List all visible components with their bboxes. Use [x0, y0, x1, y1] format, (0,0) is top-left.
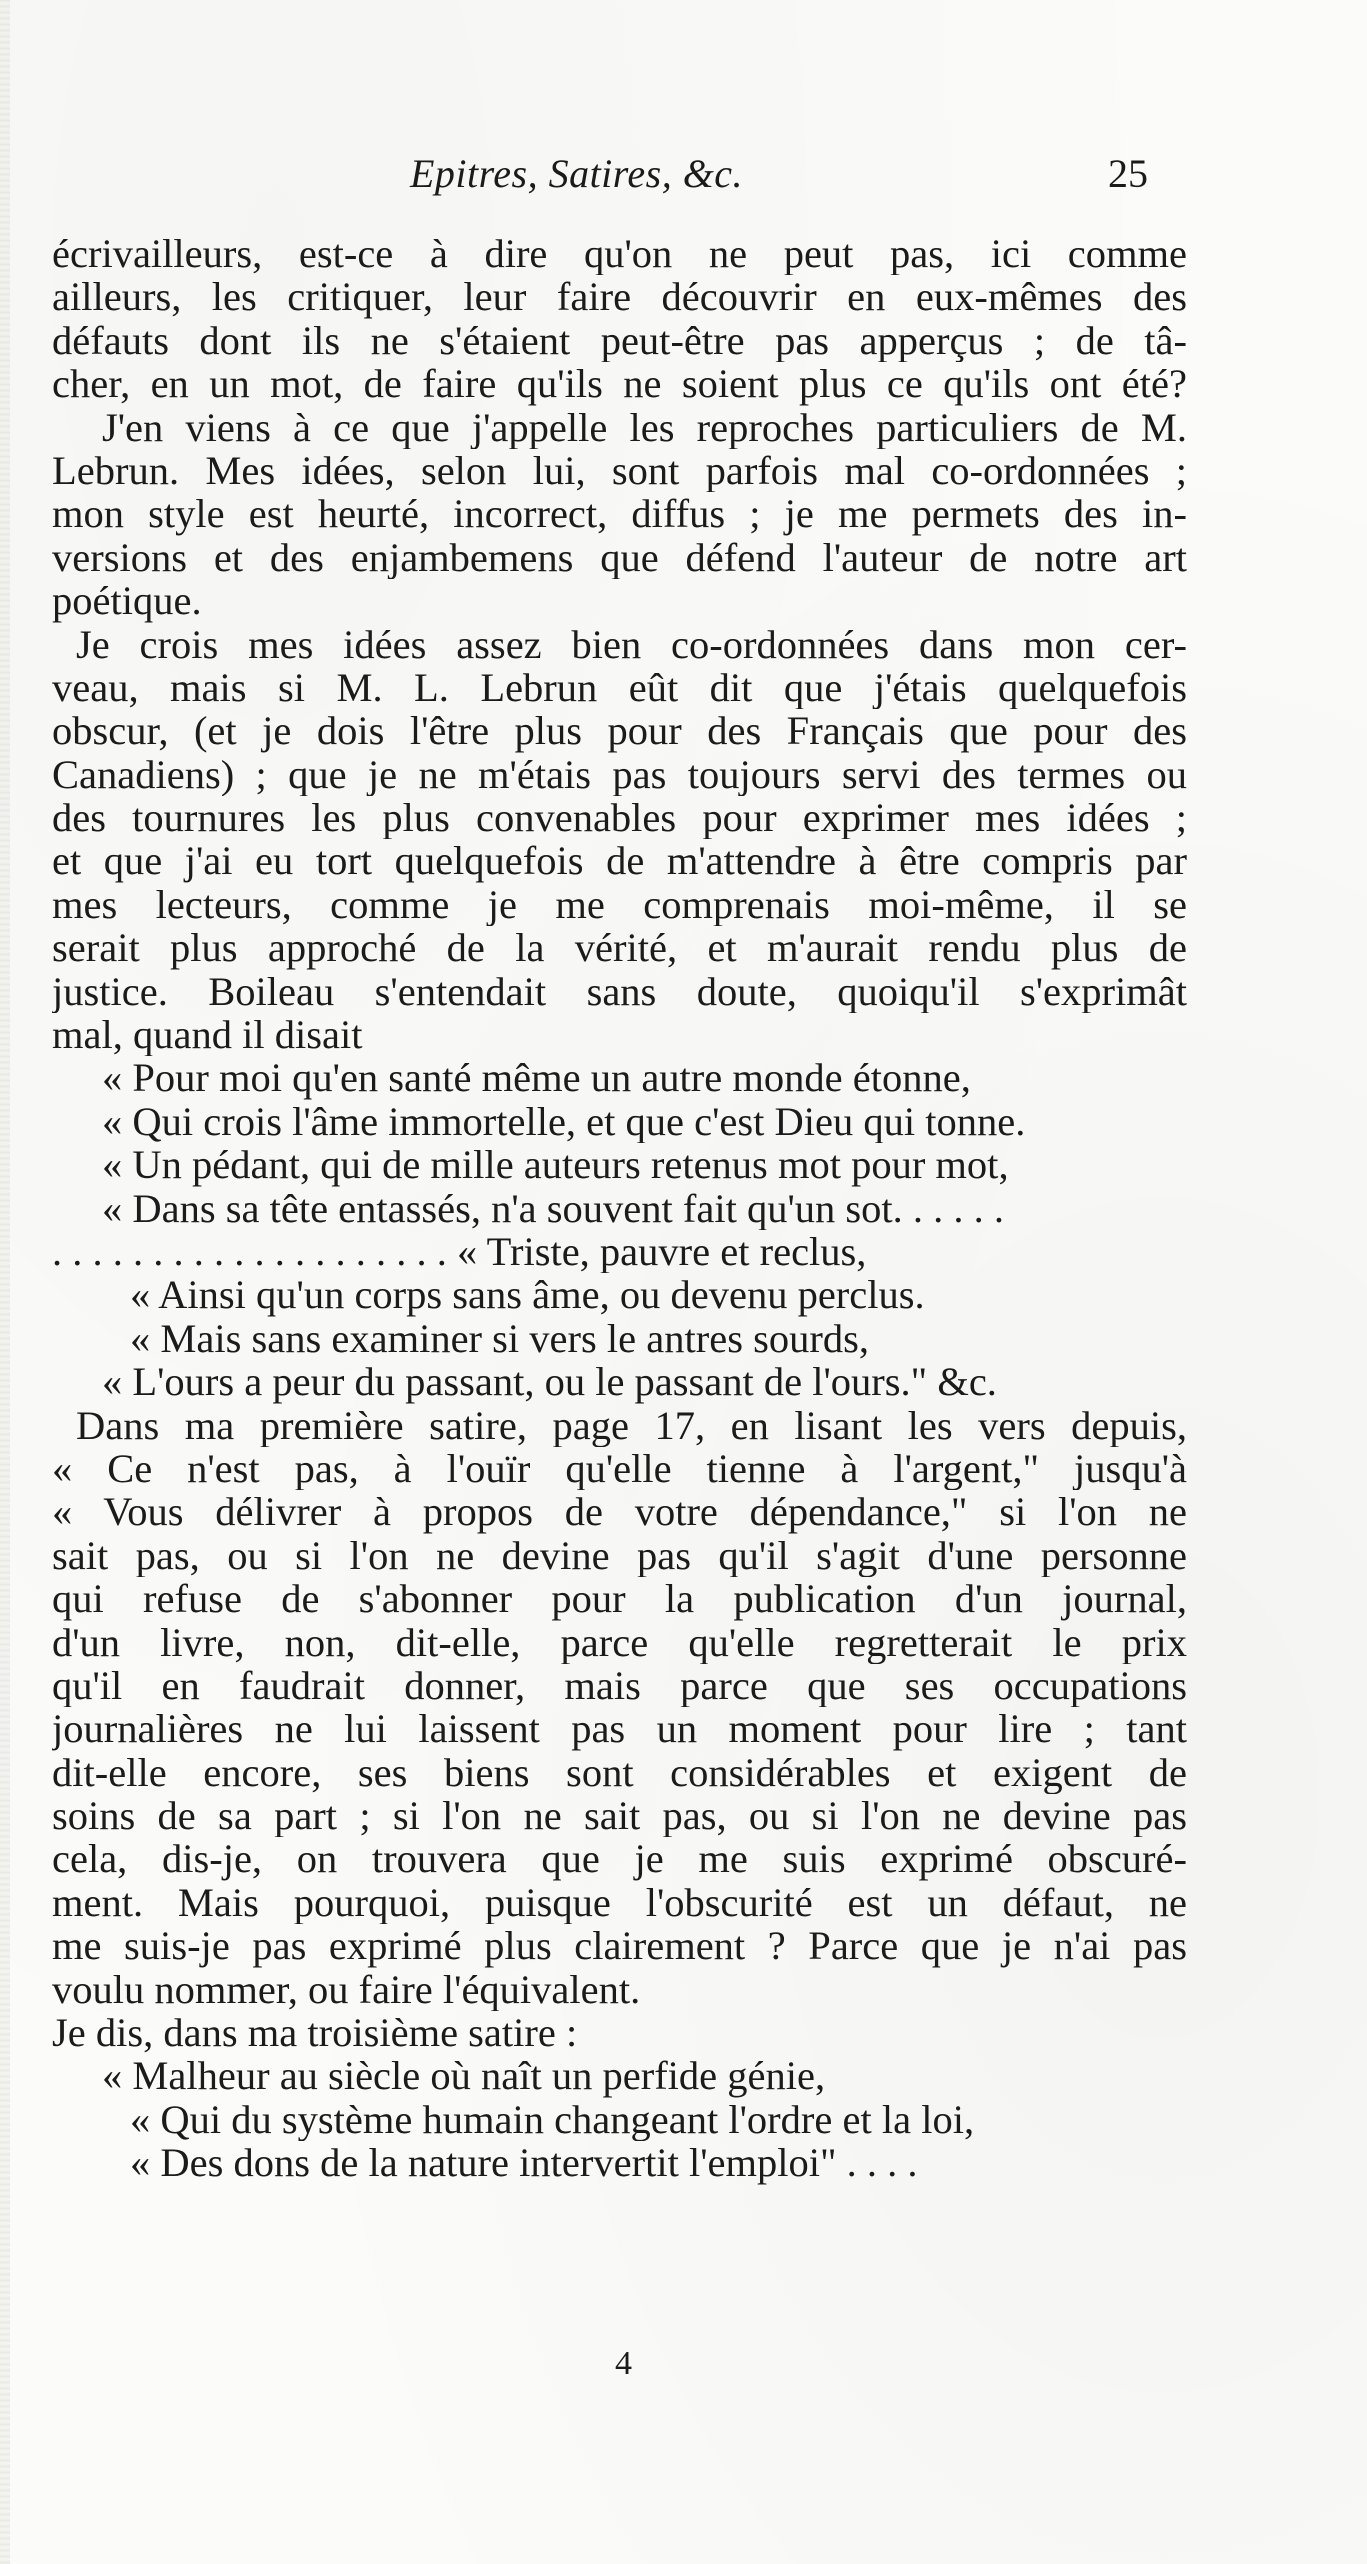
paragraph-start-line: Dans ma première satire, page 17, en lisant les vers depuis,: [76, 1403, 1187, 1447]
paragraph-start-line: Je dis, dans ma troisième satire :: [52, 2011, 578, 2055]
quoted-verse-line: « Un pédant, qui de mille auteurs retenus mot pour mot,: [102, 1143, 1009, 1187]
signature-mark: [0, 2345, 1367, 2383]
text-line: mal, quand il disait: [52, 1013, 363, 1057]
quoted-verse-line: « Des dons de la nature intervertit l'emploi" . . . .: [130, 2141, 918, 2185]
text-line: « Ce n'est pas, à l'ouïr qu'elle tienne à l'argent," jusqu'à: [52, 1446, 1187, 1491]
text-line: ment. Mais pourquoi, puisque l'obscurité est un défaut, ne: [52, 1880, 1187, 1925]
page-binding-edge: [0, 0, 10, 2564]
running-head: [0, 150, 1367, 210]
page-number: 25: [1108, 151, 1148, 196]
text-line: qu'il en faudrait donner, mais parce que ses occupations: [52, 1663, 1187, 1708]
text-line: soins de sa part ; si l'on ne sait pas, ou si l'on ne devine pas: [52, 1794, 1187, 1838]
text-line: veau, mais si M. L. Lebrun eût dit que j'étais quelquefois: [52, 665, 1187, 710]
text-line: sait pas, ou si l'on ne devine pas qu'il s'agit d'une personne: [52, 1533, 1187, 1578]
text-line: Lebrun. Mes idées, selon lui, sont parfois mal co-ordonnées ;: [52, 448, 1187, 493]
body-text: [52, 232, 1187, 2185]
text-line: écrivailleurs, est-ce à dire qu'on ne peut pas, ici comme: [52, 232, 1187, 276]
text-line: dit-elle encore, ses biens sont considérables et exigent de: [52, 1750, 1187, 1795]
text-line: qui refuse de s'abonner pour la publication d'un journal,: [52, 1577, 1187, 1621]
quoted-verse-line: « Pour moi qu'en santé même un autre monde étonne,: [102, 1056, 971, 1100]
text-line: Canadiens) ; que je ne m'étais pas toujours servi des termes ou: [52, 752, 1187, 797]
quoted-verse-line: « Qui du système humain changeant l'ordre et la loi,: [130, 2097, 975, 2142]
quoted-verse-line: « Mais sans examiner si vers le antres sourds,: [130, 1316, 869, 1361]
text-line: cher, en un mot, de faire qu'ils ne soient plus ce qu'ils ont été?: [52, 362, 1187, 406]
text-line: me suis-je pas exprimé plus clairement ? Parce que je n'ai pas: [52, 1924, 1187, 1968]
text-line: journalières ne lui laissent pas un moment pour lire ; tant: [52, 1707, 1187, 1751]
quoted-verse-line: « Malheur au siècle où naît un perfide génie,: [102, 2054, 826, 2098]
text-line: ailleurs, les critiquer, leur faire découvrir en eux-mêmes des: [52, 275, 1187, 319]
text-line: versions et des enjambemens que défend l'auteur de notre art: [52, 535, 1187, 580]
text-line: mes lecteurs, comme je me comprenais moi-même, il se: [52, 882, 1187, 927]
quoted-verse-line: « L'ours a peur du passant, ou le passant de l'ours." &c.: [102, 1360, 997, 1404]
text-line: serait plus approché de la vérité, et m'aurait rendu plus de: [52, 926, 1187, 970]
text-line: cela, dis-je, on trouvera que je me suis exprimé obscuré-: [52, 1837, 1187, 1881]
paragraph-start-line: J'en viens à ce que j'appelle les reproches particuliers de M.: [102, 405, 1187, 449]
signature-number: 4: [615, 2345, 632, 2382]
paragraph-start-line: Je crois mes idées assez bien co-ordonnées dans mon cer-: [76, 622, 1187, 666]
text-line: « Vous délivrer à propos de votre dépendance," si l'on ne: [52, 1490, 1187, 1534]
quoted-verse-line: « Qui crois l'âme immortelle, et que c'est Dieu qui tonne.: [102, 1099, 1026, 1144]
quoted-verse-line: « Dans sa tête entassés, n'a souvent fait qu'un sot. . . . . .: [102, 1186, 1005, 1230]
text-line: mon style est heurté, incorrect, diffus ; je me permets des in-: [52, 492, 1187, 536]
quoted-verse-line: « Ainsi qu'un corps sans âme, ou devenu perclus.: [130, 1273, 925, 1317]
text-line: des tournures les plus convenables pour exprimer mes idées ;: [52, 796, 1187, 840]
text-line: obscur, (et je dois l'être plus pour des Français que pour des: [52, 709, 1187, 753]
text-line: défauts dont ils ne s'étaient peut-être pas apperçus ; de tâ-: [52, 318, 1187, 363]
text-line: poétique.: [52, 579, 202, 623]
text-line: et que j'ai eu tort quelquefois de m'attendre à être compris par: [52, 839, 1187, 883]
running-title: Epitres, Satires, &c.: [410, 151, 744, 196]
text-line: d'un livre, non, dit-elle, parce qu'elle regretterait le prix: [52, 1620, 1187, 1664]
quoted-verse-line: . . . . . . . . . . . . . . . . . . . . « Triste, pauvre et reclus,: [52, 1229, 867, 1274]
text-line: justice. Boileau s'entendait sans doute, quoiqu'il s'exprimât: [52, 969, 1187, 1014]
text-line: voulu nommer, ou faire l'équivalent.: [52, 1967, 641, 2012]
